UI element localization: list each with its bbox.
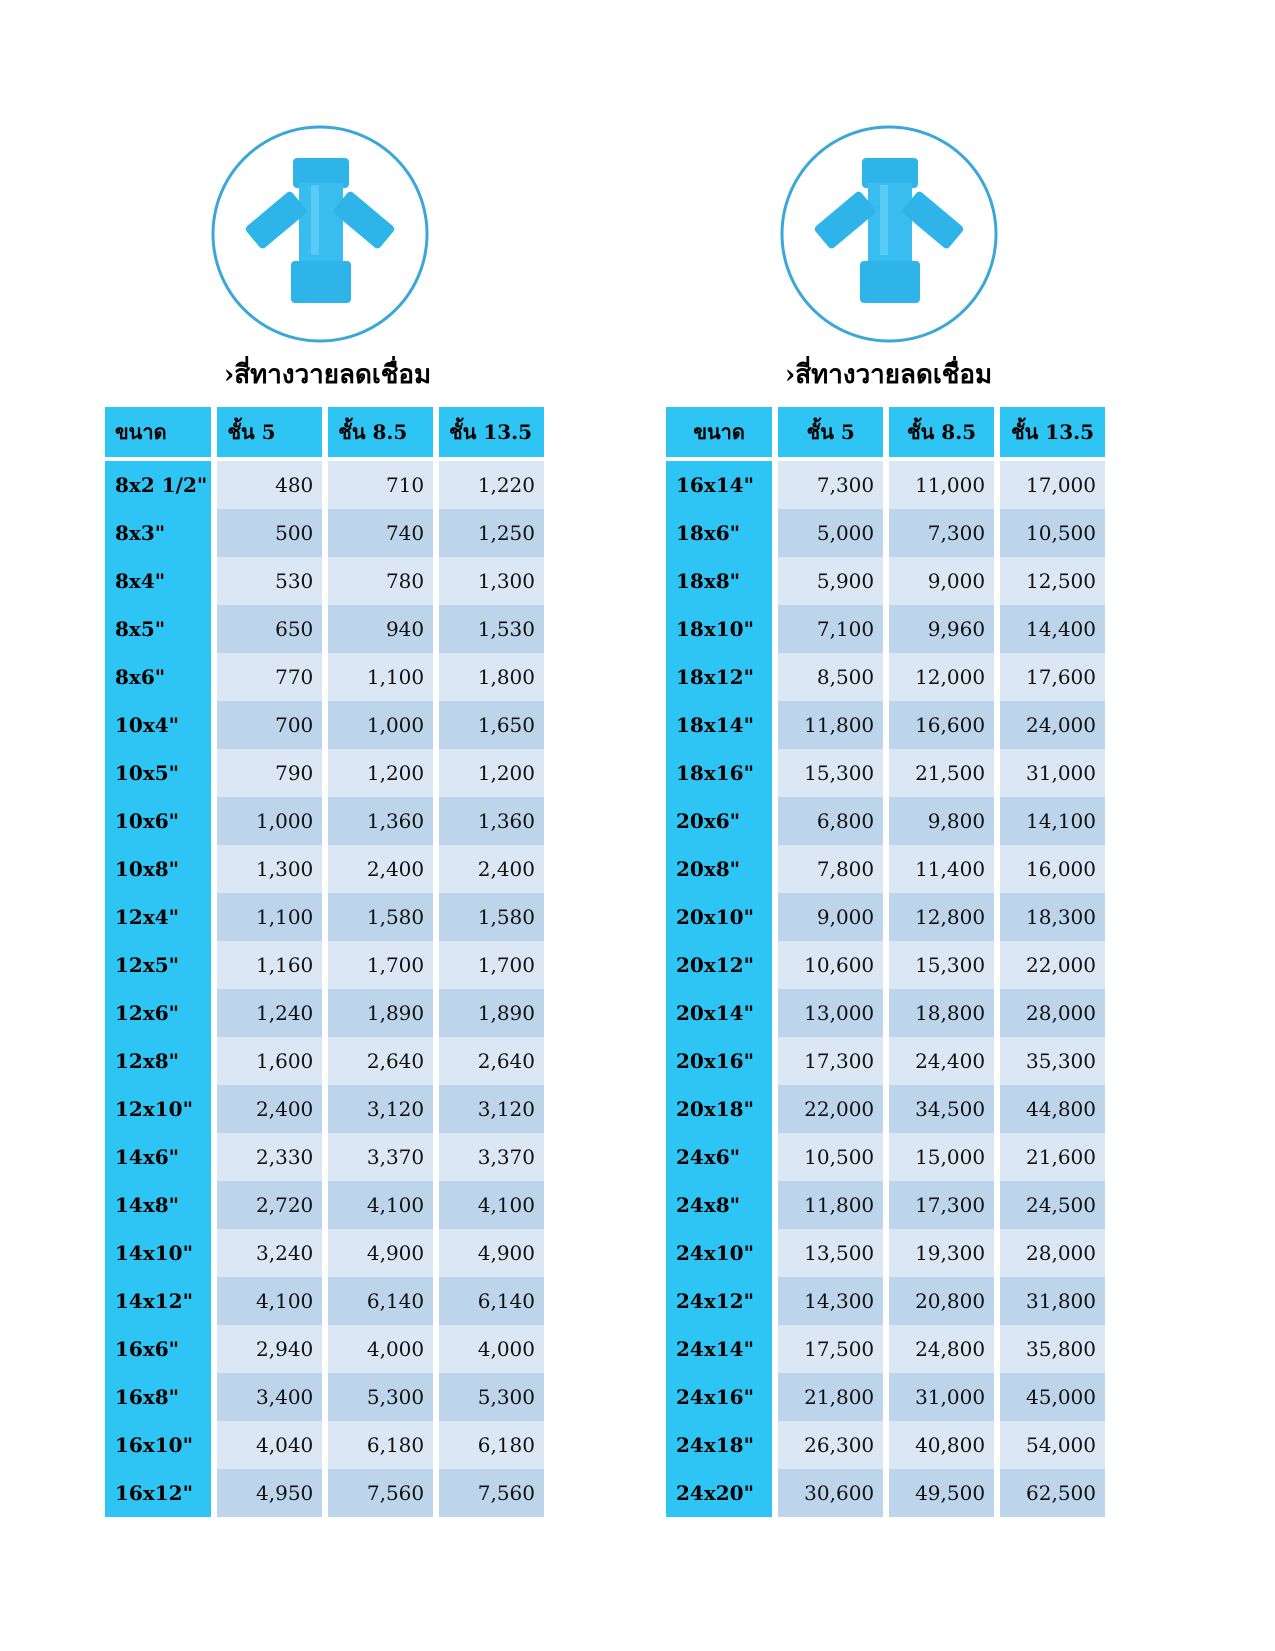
price-cell: 31,000 xyxy=(1000,749,1105,797)
price-cell: 3,370 xyxy=(328,1133,433,1181)
size-cell: 18x14" xyxy=(666,701,772,749)
price-cell: 10,500 xyxy=(1000,509,1105,557)
price-cell: 4,000 xyxy=(439,1325,544,1373)
table-row xyxy=(105,461,544,509)
price-cell: 35,300 xyxy=(1000,1037,1105,1085)
table-row xyxy=(105,1181,544,1229)
price-cell: 3,120 xyxy=(439,1085,544,1133)
table-row xyxy=(666,1229,1105,1277)
price-cell: 1,100 xyxy=(217,893,322,941)
table-row xyxy=(105,845,544,893)
price-cell: 780 xyxy=(328,557,433,605)
price-cell: 4,900 xyxy=(328,1229,433,1277)
table-row xyxy=(666,1037,1105,1085)
header-class-13-5: ชั้น 13.5 xyxy=(1000,407,1105,461)
price-cell: 20,800 xyxy=(889,1277,994,1325)
size-cell: 16x6" xyxy=(105,1325,211,1373)
price-cell: 9,000 xyxy=(889,557,994,605)
size-cell: 14x12" xyxy=(105,1277,211,1325)
price-cell: 1,220 xyxy=(439,461,544,509)
price-cell: 7,560 xyxy=(439,1469,544,1517)
size-cell: 20x16" xyxy=(666,1037,772,1085)
size-cell: 24x18" xyxy=(666,1421,772,1469)
table-row xyxy=(666,845,1105,893)
size-cell: 10x4" xyxy=(105,701,211,749)
price-cell: 28,000 xyxy=(1000,989,1105,1037)
price-cell: 1,000 xyxy=(217,797,322,845)
price-cell: 30,600 xyxy=(778,1469,883,1517)
size-cell: 14x10" xyxy=(105,1229,211,1277)
price-cell: 7,300 xyxy=(889,509,994,557)
price-cell: 3,370 xyxy=(439,1133,544,1181)
price-cell: 18,800 xyxy=(889,989,994,1037)
price-cell: 2,640 xyxy=(328,1037,433,1085)
size-cell: 12x10" xyxy=(105,1085,211,1133)
size-cell: 10x6" xyxy=(105,797,211,845)
table-row xyxy=(666,1181,1105,1229)
price-cell: 5,300 xyxy=(439,1373,544,1421)
price-cell: 2,940 xyxy=(217,1325,322,1373)
price-cell: 54,000 xyxy=(1000,1421,1105,1469)
price-cell: 8,500 xyxy=(778,653,883,701)
price-cell: 15,000 xyxy=(889,1133,994,1181)
size-cell: 10x5" xyxy=(105,749,211,797)
size-cell: 20x6" xyxy=(666,797,772,845)
header-class-8-5: ชั้น 8.5 xyxy=(328,407,433,461)
price-cell: 16,000 xyxy=(1000,845,1105,893)
price-cell: 49,500 xyxy=(889,1469,994,1517)
price-cell: 34,500 xyxy=(889,1085,994,1133)
price-cell: 12,500 xyxy=(1000,557,1105,605)
table-row xyxy=(105,1277,544,1325)
price-cell: 19,300 xyxy=(889,1229,994,1277)
table-row xyxy=(105,1325,544,1373)
table-row xyxy=(666,605,1105,653)
table-row xyxy=(105,557,544,605)
price-cell: 4,100 xyxy=(217,1277,322,1325)
price-cell: 3,120 xyxy=(328,1085,433,1133)
pvc-double-wye-reducer-icon xyxy=(207,123,433,345)
table-row xyxy=(105,797,544,845)
size-cell: 12x6" xyxy=(105,989,211,1037)
price-cell: 1,100 xyxy=(328,653,433,701)
size-cell: 16x8" xyxy=(105,1373,211,1421)
price-cell: 5,000 xyxy=(778,509,883,557)
price-cell: 1,890 xyxy=(439,989,544,1037)
table-row xyxy=(666,1085,1105,1133)
table-row xyxy=(105,701,544,749)
price-cell: 1,580 xyxy=(439,893,544,941)
price-cell: 1,000 xyxy=(328,701,433,749)
price-cell: 18,300 xyxy=(1000,893,1105,941)
price-cell: 40,800 xyxy=(889,1421,994,1469)
table-row xyxy=(105,1469,544,1517)
header-class-8-5: ชั้น 8.5 xyxy=(889,407,994,461)
price-cell: 17,300 xyxy=(778,1037,883,1085)
price-cell: 10,600 xyxy=(778,941,883,989)
price-cell: 12,000 xyxy=(889,653,994,701)
table-row xyxy=(666,509,1105,557)
price-cell: 2,400 xyxy=(217,1085,322,1133)
price-cell: 1,200 xyxy=(328,749,433,797)
price-cell: 1,300 xyxy=(217,845,322,893)
size-cell: 24x12" xyxy=(666,1277,772,1325)
price-cell: 21,500 xyxy=(889,749,994,797)
table-row xyxy=(105,653,544,701)
table-row xyxy=(666,1421,1105,1469)
header-size: ขนาด xyxy=(105,407,211,461)
price-cell: 7,800 xyxy=(778,845,883,893)
price-cell: 1,800 xyxy=(439,653,544,701)
table-row xyxy=(666,701,1105,749)
size-cell: 18x16" xyxy=(666,749,772,797)
price-cell: 1,250 xyxy=(439,509,544,557)
size-cell: 10x8" xyxy=(105,845,211,893)
price-cell: 700 xyxy=(217,701,322,749)
size-cell: 8x2 1/2" xyxy=(105,461,211,509)
table-row xyxy=(105,605,544,653)
table-row xyxy=(666,1469,1105,1517)
price-cell: 480 xyxy=(217,461,322,509)
header-class-13-5: ชั้น 13.5 xyxy=(439,407,544,461)
price-cell: 1,200 xyxy=(439,749,544,797)
price-cell: 11,400 xyxy=(889,845,994,893)
table-row xyxy=(666,461,1105,509)
price-cell: 17,300 xyxy=(889,1181,994,1229)
table-row xyxy=(105,749,544,797)
price-cell: 530 xyxy=(217,557,322,605)
size-cell: 14x6" xyxy=(105,1133,211,1181)
price-cell: 22,000 xyxy=(1000,941,1105,989)
size-cell: 24x6" xyxy=(666,1133,772,1181)
price-cell: 28,000 xyxy=(1000,1229,1105,1277)
price-cell: 4,000 xyxy=(328,1325,433,1373)
price-cell: 13,500 xyxy=(778,1229,883,1277)
table-row xyxy=(105,1133,544,1181)
price-cell: 2,400 xyxy=(328,845,433,893)
price-cell: 1,360 xyxy=(439,797,544,845)
price-cell: 24,400 xyxy=(889,1037,994,1085)
header-row xyxy=(666,407,1105,461)
price-cell: 1,650 xyxy=(439,701,544,749)
size-cell: 20x14" xyxy=(666,989,772,1037)
price-cell: 26,300 xyxy=(778,1421,883,1469)
table-row xyxy=(666,797,1105,845)
price-cell: 9,960 xyxy=(889,605,994,653)
price-cell: 2,720 xyxy=(217,1181,322,1229)
price-cell: 650 xyxy=(217,605,322,653)
price-cell: 5,900 xyxy=(778,557,883,605)
left-price-table xyxy=(99,407,550,1517)
price-cell: 6,140 xyxy=(328,1277,433,1325)
price-cell: 1,240 xyxy=(217,989,322,1037)
price-cell: 4,100 xyxy=(328,1181,433,1229)
size-cell: 20x18" xyxy=(666,1085,772,1133)
price-cell: 9,000 xyxy=(778,893,883,941)
price-cell: 14,400 xyxy=(1000,605,1105,653)
price-cell: 31,000 xyxy=(889,1373,994,1421)
size-cell: 14x8" xyxy=(105,1181,211,1229)
price-cell: 1,300 xyxy=(439,557,544,605)
price-cell: 1,160 xyxy=(217,941,322,989)
price-cell: 9,800 xyxy=(889,797,994,845)
table-row xyxy=(666,749,1105,797)
size-cell: 16x10" xyxy=(105,1421,211,1469)
price-cell: 6,180 xyxy=(439,1421,544,1469)
table-row xyxy=(105,509,544,557)
price-cell: 21,800 xyxy=(778,1373,883,1421)
price-cell: 17,600 xyxy=(1000,653,1105,701)
table-row xyxy=(666,1277,1105,1325)
price-cell: 11,800 xyxy=(778,1181,883,1229)
size-cell: 18x8" xyxy=(666,557,772,605)
size-cell: 24x20" xyxy=(666,1469,772,1517)
size-cell: 8x6" xyxy=(105,653,211,701)
price-cell: 6,800 xyxy=(778,797,883,845)
price-cell: 500 xyxy=(217,509,322,557)
price-cell: 940 xyxy=(328,605,433,653)
size-cell: 12x5" xyxy=(105,941,211,989)
price-cell: 13,000 xyxy=(778,989,883,1037)
price-cell: 1,700 xyxy=(439,941,544,989)
table-row xyxy=(105,1421,544,1469)
price-cell: 15,300 xyxy=(889,941,994,989)
size-cell: 16x12" xyxy=(105,1469,211,1517)
table-row xyxy=(105,1085,544,1133)
price-cell: 15,300 xyxy=(778,749,883,797)
header-class-5: ชั้น 5 xyxy=(778,407,883,461)
price-cell: 44,800 xyxy=(1000,1085,1105,1133)
table-row xyxy=(105,941,544,989)
table-row xyxy=(666,557,1105,605)
price-cell: 1,360 xyxy=(328,797,433,845)
price-cell: 2,640 xyxy=(439,1037,544,1085)
size-cell: 24x10" xyxy=(666,1229,772,1277)
price-cell: 790 xyxy=(217,749,322,797)
size-cell: 18x6" xyxy=(666,509,772,557)
price-cell: 1,580 xyxy=(328,893,433,941)
price-cell: 4,950 xyxy=(217,1469,322,1517)
table-row xyxy=(666,989,1105,1037)
price-cell: 17,000 xyxy=(1000,461,1105,509)
price-cell: 7,300 xyxy=(778,461,883,509)
price-cell: 710 xyxy=(328,461,433,509)
size-cell: 16x14" xyxy=(666,461,772,509)
price-cell: 31,800 xyxy=(1000,1277,1105,1325)
table-row xyxy=(666,941,1105,989)
price-cell: 45,000 xyxy=(1000,1373,1105,1421)
table-row xyxy=(666,653,1105,701)
price-cell: 24,000 xyxy=(1000,701,1105,749)
header-size: ขนาด xyxy=(666,407,772,461)
price-cell: 3,400 xyxy=(217,1373,322,1421)
price-cell: 24,800 xyxy=(889,1325,994,1373)
table-row xyxy=(105,893,544,941)
price-cell: 22,000 xyxy=(778,1085,883,1133)
price-cell: 5,300 xyxy=(328,1373,433,1421)
right-table-title: ›สี่ทางวายลดเชื่อม xyxy=(784,360,993,390)
pvc-double-wye-reducer-icon xyxy=(776,123,1002,345)
price-cell: 35,800 xyxy=(1000,1325,1105,1373)
header-class-5: ชั้น 5 xyxy=(217,407,322,461)
size-cell: 12x8" xyxy=(105,1037,211,1085)
price-cell: 2,400 xyxy=(439,845,544,893)
price-cell: 7,100 xyxy=(778,605,883,653)
price-cell: 1,890 xyxy=(328,989,433,1037)
price-cell: 16,600 xyxy=(889,701,994,749)
price-cell: 14,300 xyxy=(778,1277,883,1325)
size-cell: 18x10" xyxy=(666,605,772,653)
table-row xyxy=(666,1133,1105,1181)
table-row xyxy=(666,1373,1105,1421)
price-cell: 740 xyxy=(328,509,433,557)
price-cell: 1,700 xyxy=(328,941,433,989)
table-row xyxy=(105,989,544,1037)
table-row xyxy=(666,1325,1105,1373)
size-cell: 8x4" xyxy=(105,557,211,605)
size-cell: 8x5" xyxy=(105,605,211,653)
price-cell: 7,560 xyxy=(328,1469,433,1517)
price-cell: 3,240 xyxy=(217,1229,322,1277)
left-table-title: ›สี่ทางวายลดเชื่อม xyxy=(223,360,432,390)
price-cell: 17,500 xyxy=(778,1325,883,1373)
price-cell: 11,800 xyxy=(778,701,883,749)
price-cell: 6,180 xyxy=(328,1421,433,1469)
price-cell: 4,100 xyxy=(439,1181,544,1229)
price-cell: 21,600 xyxy=(1000,1133,1105,1181)
table-row xyxy=(105,1229,544,1277)
price-cell: 11,000 xyxy=(889,461,994,509)
size-cell: 12x4" xyxy=(105,893,211,941)
size-cell: 24x16" xyxy=(666,1373,772,1421)
table-row xyxy=(105,1373,544,1421)
price-cell: 4,900 xyxy=(439,1229,544,1277)
size-cell: 20x10" xyxy=(666,893,772,941)
price-cell: 6,140 xyxy=(439,1277,544,1325)
price-cell: 4,040 xyxy=(217,1421,322,1469)
price-cell: 770 xyxy=(217,653,322,701)
price-cell: 1,600 xyxy=(217,1037,322,1085)
price-cell: 10,500 xyxy=(778,1133,883,1181)
price-cell: 62,500 xyxy=(1000,1469,1105,1517)
size-cell: 8x3" xyxy=(105,509,211,557)
table-row xyxy=(105,1037,544,1085)
price-cell: 24,500 xyxy=(1000,1181,1105,1229)
size-cell: 20x12" xyxy=(666,941,772,989)
size-cell: 24x14" xyxy=(666,1325,772,1373)
size-cell: 24x8" xyxy=(666,1181,772,1229)
price-cell: 1,530 xyxy=(439,605,544,653)
size-cell: 18x12" xyxy=(666,653,772,701)
price-cell: 2,330 xyxy=(217,1133,322,1181)
price-cell: 14,100 xyxy=(1000,797,1105,845)
header-row xyxy=(105,407,544,461)
table-row xyxy=(666,893,1105,941)
right-price-table xyxy=(660,407,1111,1517)
price-cell: 12,800 xyxy=(889,893,994,941)
size-cell: 20x8" xyxy=(666,845,772,893)
